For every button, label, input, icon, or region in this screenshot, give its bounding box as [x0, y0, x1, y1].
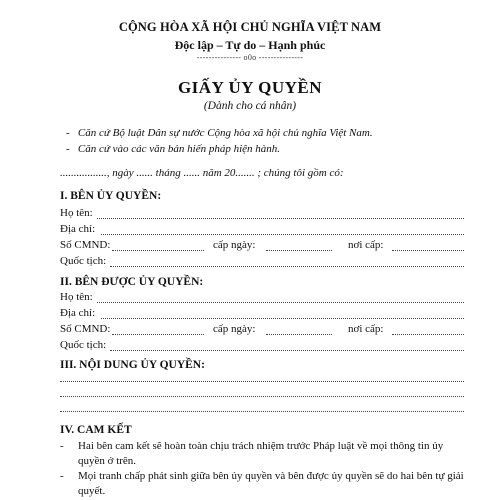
agent-id-label: Số CMND: [60, 323, 111, 335]
date-line: ................., ngày ...... tháng ...... năm 20....... ; chúng tôi gồm có: [60, 167, 344, 179]
basis-text: Căn cứ Bộ luật Dân sự nước Cộng hòa xã hội chủ nghĩa Việt Nam. [77, 127, 373, 139]
principal-address-label: Địa chỉ: [60, 223, 96, 235]
commitment-bullet: - [60, 440, 64, 452]
agent-issued-date-label: cấp ngày: [213, 323, 256, 335]
principal-name-field[interactable] [97, 218, 464, 219]
principal-address-field[interactable] [101, 234, 464, 235]
principal-nationality-field[interactable] [110, 266, 464, 267]
content-line-1[interactable] [60, 381, 464, 382]
header-ornament: --------------- o0o --------------- [196, 53, 304, 62]
basis-text: Căn cứ vào các văn bản hiến pháp hiện hành. [77, 143, 281, 155]
principal-issued-place-field[interactable] [392, 250, 464, 251]
commitment-item-2-line-1: Mọi tranh chấp phát sinh giữa bên ủy quyền và bên được ủy quyền sẽ do hai bên tự giải [78, 470, 464, 482]
commitment-item-1-line-2: quyền ở trên. [78, 455, 137, 467]
agent-issued-date-field[interactable] [266, 334, 332, 335]
agent-nationality-field[interactable] [110, 350, 464, 351]
principal-issued-date-label: cấp ngày: [213, 239, 256, 251]
basis-bullet: - [66, 143, 70, 155]
principal-nationality-label: Quốc tịch: [60, 255, 107, 267]
agent-nationality-label: Quốc tịch: [60, 339, 107, 351]
basis-item-1 [66, 127, 373, 139]
content-line-3[interactable] [60, 411, 464, 412]
agent-issued-place-field[interactable] [392, 334, 464, 335]
section-commitment-heading: IV. CAM KẾT [60, 424, 132, 436]
document-subtitle: (Dành cho cá nhân) [203, 100, 297, 112]
agent-name-label: Họ tên: [60, 291, 93, 303]
principal-name-label: Họ tên: [60, 207, 93, 219]
agent-name-field[interactable] [97, 302, 464, 303]
principal-id-label: Số CMND: [60, 239, 111, 251]
agent-address-label: Địa chỉ: [60, 307, 96, 319]
agent-id-field[interactable] [112, 334, 204, 335]
agent-address-field[interactable] [101, 318, 464, 319]
section-content-heading: III. NỘI DUNG ỦY QUYỀN: [60, 359, 205, 371]
content-line-2[interactable] [60, 396, 464, 397]
commitment-item-1-line-1: Hai bên cam kết sẽ hoàn toàn chịu trách nhiệm trước Pháp luật về mọi thông tin ủy [78, 440, 444, 452]
commitment-item-2-line-2: quyết. [78, 485, 106, 497]
section-principal-heading: I. BÊN ỦY QUYỀN: [60, 190, 162, 202]
principal-id-field[interactable] [112, 250, 204, 251]
basis-item-2 [66, 143, 280, 155]
commitment-bullet: - [60, 470, 64, 482]
principal-issued-date-field[interactable] [266, 250, 332, 251]
basis-bullet: - [66, 127, 70, 139]
agent-issued-place-label: nơi cấp: [348, 323, 384, 335]
document-title: GIẤY ỦY QUYỀN [177, 78, 323, 97]
section-agent-heading: II. BÊN ĐƯỢC ỦY QUYỀN: [60, 276, 204, 288]
national-motto: Độc lập – Tự do – Hạnh phúc [174, 38, 326, 52]
principal-issued-place-label: nơi cấp: [348, 239, 384, 251]
nation-heading: CỘNG HÒA XÃ HỘI CHỦ NGHĨA VIỆT NAM [118, 20, 382, 34]
